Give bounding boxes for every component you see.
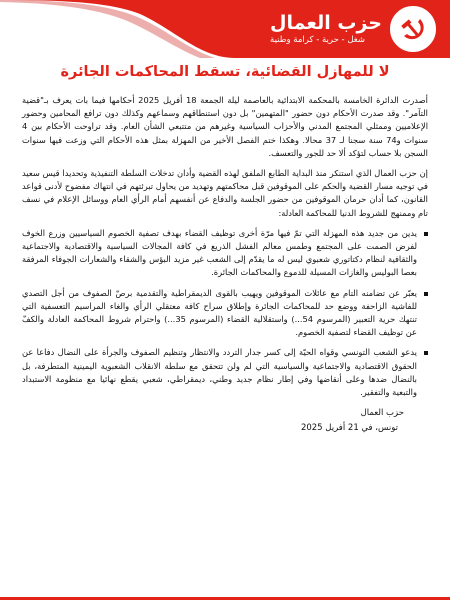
paragraph: إن حزب العمال الذي استنكر منذ البداية الطابع الملفق لهذه القضية وأدان تدخلات السلطة التنفيذية وتحديدا قيس سعيد في توجيه مسار القضية والحكم على الموقوفين قبل محاكمتهم وتهديد من يحاول تبرئتهم في انتهاك مفضوح لأدنى قواعد القانون، كما أدان حرمان الموقوفين من حضور الجلسة والدفاع عن أنفسهم أمام الرأي العام ووسائل الإعلام في نسف تام وممنهج للشروط الدنيا للمحاكمة العادلة: [22, 168, 428, 218]
statement-title: لا للمهازل القضائية، تسقط المحاكمات الجائرة [60, 64, 390, 80]
list-item [22, 227, 428, 280]
party-slogan: شغل - حرية - كرامة وطنية [270, 35, 365, 45]
list-item [22, 287, 428, 340]
statement-body [0, 94, 450, 399]
list-item-text: يدعو الشعب التونسي وقواه الحيّة إلى كسر جدار التردد والانتظار وتنظيم الصفوف والجرأة على النضال دفاعا عن الحقوق الاقتصادية والاجتماعية والسياسية التي لم ولن تتحقق مع سلطة الانقلاب الشعبوية اليمينية المتطرفة، بل بالنضال ضدها وعلى أنقاضها وفي إطار نظام جديد وطني، ديمقراطي، شعبي يقطع نهائيا مع منظومة الاستبداد والتبعية والتفقير. [22, 347, 417, 398]
list-item-text: يدين من جديد هذه المهزلة التي تمّ فيها مرّة أخرى توظيف القضاء بهدف تصفية الخصوم السياسيين وزرع الخوف لفرض الصمت على المجتمع وطمس معالم الفشل الذريع في كافة المجالات السياسية والاقتصادية والاجتماعية والثقافية لنظام دكتاتوري شعبوي ليس له ما يقدّم إلى الشعب غير مزيد البؤس والشقاء والشعارات الجوفاء المرفقة بعصا البوليس والغازات المسيلة للدموع والمحاكمات الجائرة. [22, 227, 417, 278]
list-item-text: يعبّر عن تضامنه التام مع عائلات الموقوفين ويهيب بالقوى الديمقراطية والتقدمية برصّ الصفوف من أجل التصدي للفاشية الزاحفة ووضع حد للمحاكمات الجائرة وإطلاق سراح كافة معتقلي الرأي والغاء المراسيم التعسفية التي تنتهك حرية التعبير (المرسوم 54...) واستقلالية القضاء (المرسوم 35...) واحترام شروط المحاكمة العادلة والكفّ عن توظيف القضاء لتصفية الخصوم. [22, 287, 417, 338]
bullet-marker [424, 292, 428, 296]
party-identity [270, 12, 382, 46]
signature-block [0, 406, 450, 436]
signature-org: حزب العمال [360, 408, 404, 419]
bullet-marker [424, 351, 428, 355]
paragraph: أصدرت الدائرة الخامسة بالمحكمة الابتدائية بالعاصمة ليلة الجمعة 18 أفريل 2025 أحكامها فيما بات يعرف بـ"قضية التآمر". وقد صدرت الأحكام دون حضور "المتهمين" بل دون استنطاقهم وسماعهم وكذلك دون ترافع المحامين وحضور الإعلاميين وممثلي المجتمع المدني والأحزاب السياسية وغيرهم من متتبعي الشأن العام. وقد تراوحت الأحكام بين 4 سنوات و74 سنة سجنا لـ 37 محالا. وهكذا ختم الفصل الأخير من المهزلة بمثل هذه الأحكام التي وزعت فيها سنوات السجن بلا حساب لتؤكد ألا حد للجور والتعسف. [22, 95, 428, 158]
header-banner [0, 0, 450, 58]
bullet-marker [424, 232, 428, 236]
party-logo-block [270, 0, 438, 58]
party-name: حزب العمال [270, 12, 382, 34]
list-item [22, 346, 428, 399]
hammer-sickle-icon [388, 4, 438, 54]
signature-date: تونس، في 21 أفريل 2025 [300, 423, 398, 434]
